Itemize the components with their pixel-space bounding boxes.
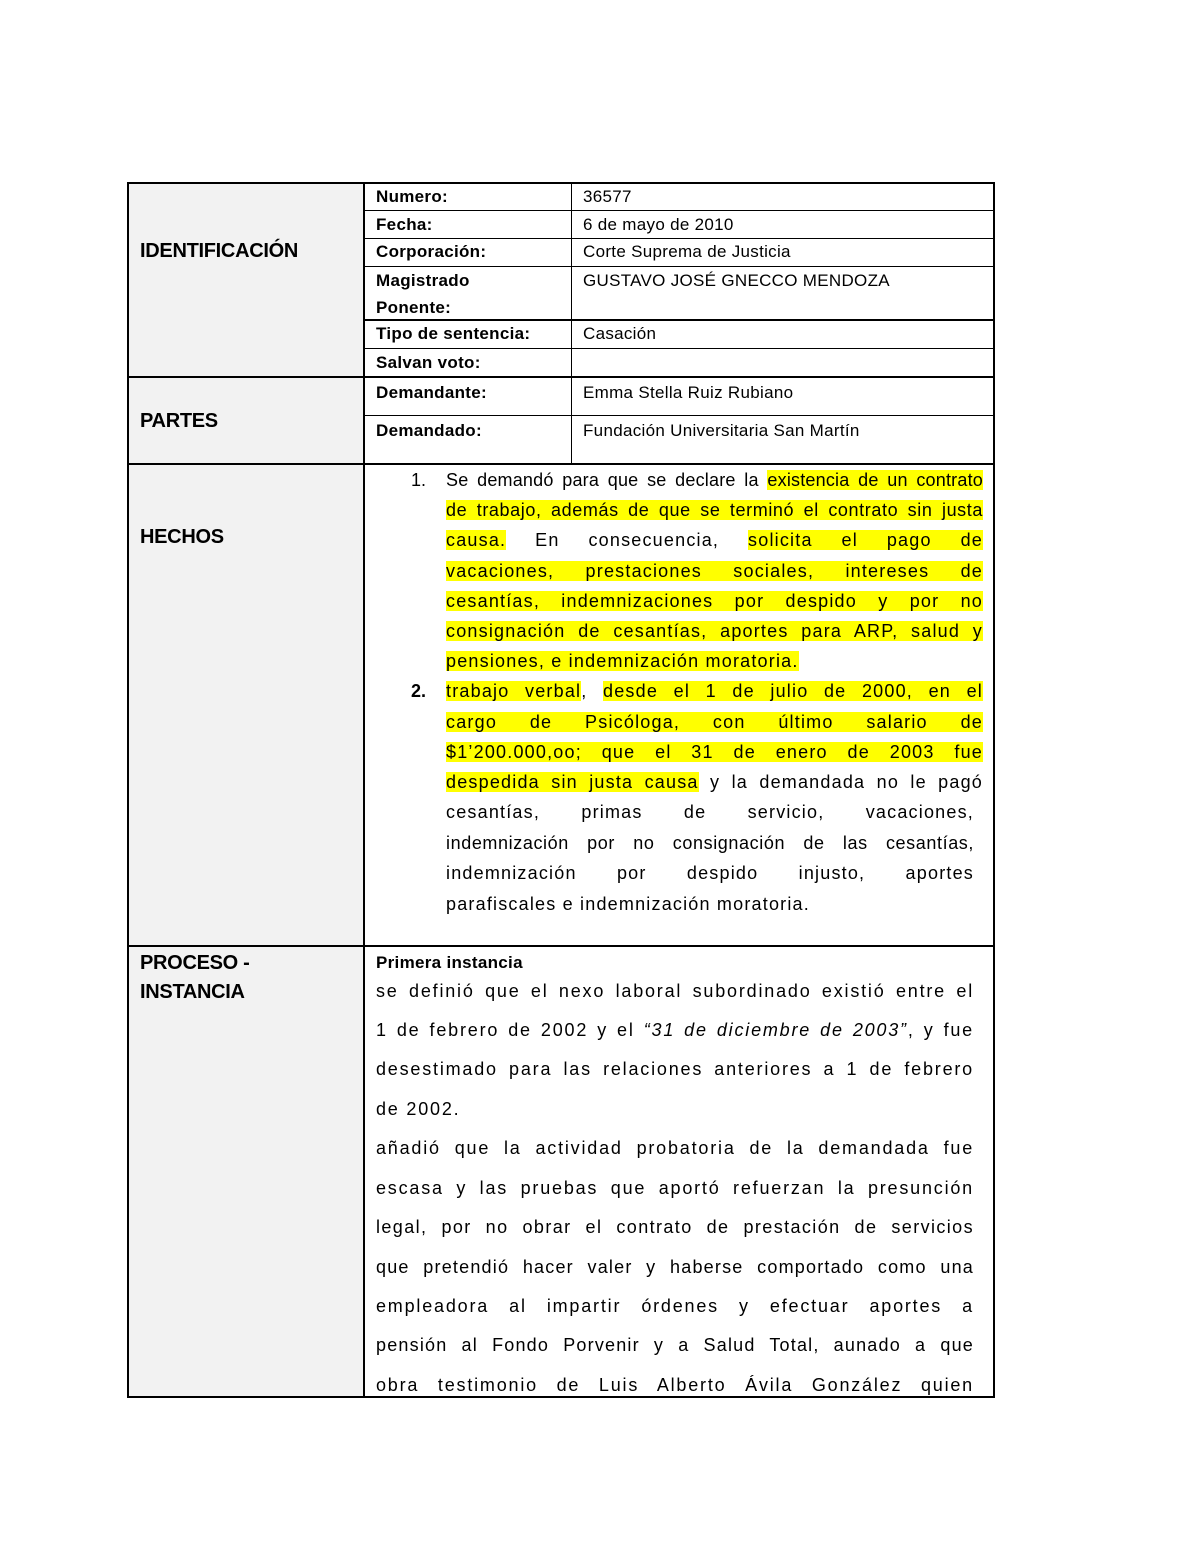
section-heading-identificacion: IDENTIFICACIÓN — [140, 240, 299, 262]
proceso-line: que pretendió hacer valer y haberse comportado como una — [376, 1257, 974, 1277]
label-demandante: Demandante: — [376, 383, 487, 402]
hechos-line: Se demandó para que se declare la existencia de un contrato — [446, 470, 983, 490]
proceso-line: se definió que el nexo laboral subordinado existió entre el — [376, 981, 974, 1001]
section-heading-proceso-2: INSTANCIA — [140, 981, 245, 1003]
row-divider — [363, 238, 995, 239]
section-heading-proceso-1: PROCESO - — [140, 952, 250, 974]
label-salvan-voto: Salvan voto: — [376, 353, 481, 372]
list-number-1: 1. — [411, 470, 427, 490]
label-demandado: Demandado: — [376, 421, 482, 440]
hechos-line: indemnización por despido injusto, aportes — [446, 863, 974, 883]
proceso-line: 1 de febrero de 2002 y el “31 de diciembre de 2003”, y fue — [376, 1020, 974, 1040]
proceso-line: obra testimonio de Luis Alberto Ávila González quien — [376, 1375, 974, 1395]
value-numero: 36577 — [583, 187, 632, 206]
value-corporacion: Corte Suprema de Justicia — [583, 242, 791, 261]
section-heading-hechos: HECHOS — [140, 526, 224, 548]
label-fecha: Fecha: — [376, 215, 433, 234]
label-value-divider — [571, 182, 572, 464]
section-heading-partes: PARTES — [140, 410, 218, 432]
value-tipo-sentencia: Casación — [583, 324, 657, 343]
row-divider — [363, 319, 995, 321]
hechos-line: de trabajo, además de que se terminó el contrato sin justa — [446, 500, 983, 520]
proceso-line: añadió que la actividad probatoria de la demandada fue — [376, 1138, 974, 1158]
row-divider — [363, 415, 995, 416]
hechos-line: causa. En consecuencia, solicita el pago de — [446, 530, 984, 550]
hechos-line: indemnización por no consignación de las cesantías, — [446, 833, 974, 853]
hechos-line: pensiones, e indemnización moratoria. — [446, 651, 799, 671]
value-demandante: Emma Stella Ruiz Rubiano — [583, 383, 794, 402]
label-corporacion: Corporación: — [376, 242, 487, 261]
table-border-top — [127, 182, 995, 184]
section-divider-partes — [127, 376, 995, 378]
left-column-background — [129, 184, 364, 1396]
table-border-left — [127, 182, 129, 1398]
hechos-line: vacaciones, prestaciones sociales, intereses de — [446, 561, 983, 581]
column-divider — [363, 182, 365, 1398]
hechos-line: despedida sin justa causa y la demandada no le pagó — [446, 772, 984, 792]
label-tipo-sentencia: Tipo de sentencia: — [376, 324, 531, 343]
proceso-line: de 2002. — [376, 1099, 461, 1119]
value-magistrado: GUSTAVO JOSÉ GNECCO MENDOZA — [583, 271, 890, 290]
list-number-2: 2. — [411, 681, 427, 701]
label-magistrado-1: Magistrado — [376, 271, 470, 290]
proceso-line: desestimado para las relaciones anteriores a 1 de febrero — [376, 1059, 974, 1079]
label-magistrado-2: Ponente: — [376, 298, 452, 317]
hechos-line: consignación de cesantías, aportes para ARP, salud y — [446, 621, 983, 641]
hechos-line: $1’200.000,oo; que el 31 de enero de 2003 fue — [446, 742, 983, 762]
row-divider — [363, 348, 995, 349]
proceso-line: empleadora al impartir órdenes y efectuar aportes a — [376, 1296, 974, 1316]
proceso-line: pensión al Fondo Porvenir y a Salud Total, aunado a que — [376, 1335, 974, 1355]
hechos-line: cargo de Psicóloga, con último salario de — [446, 712, 983, 732]
hechos-line: cesantías, primas de servicio, vacaciones, — [446, 802, 974, 822]
hechos-line: cesantías, indemnizaciones por despido y por no — [446, 591, 983, 611]
row-divider — [363, 210, 995, 211]
proceso-line: legal, por no obrar el contrato de prestación de servicios — [376, 1217, 974, 1237]
table-border-right — [993, 182, 995, 1398]
subheading-primera-instancia: Primera instancia — [376, 953, 523, 972]
section-divider-hechos — [127, 463, 995, 465]
value-demandado: Fundación Universitaria San Martín — [583, 421, 860, 440]
proceso-line: escasa y las pruebas que aportó refuerzan la presunción — [376, 1178, 974, 1198]
label-numero: Numero: — [376, 187, 448, 206]
value-fecha: 6 de mayo de 2010 — [583, 215, 734, 234]
hechos-line: trabajo verbal, desde el 1 de julio de 2000, en el — [446, 681, 983, 701]
section-divider-proceso — [127, 945, 995, 947]
hechos-line: parafiscales e indemnización moratoria. — [446, 894, 810, 914]
row-divider — [363, 266, 995, 267]
